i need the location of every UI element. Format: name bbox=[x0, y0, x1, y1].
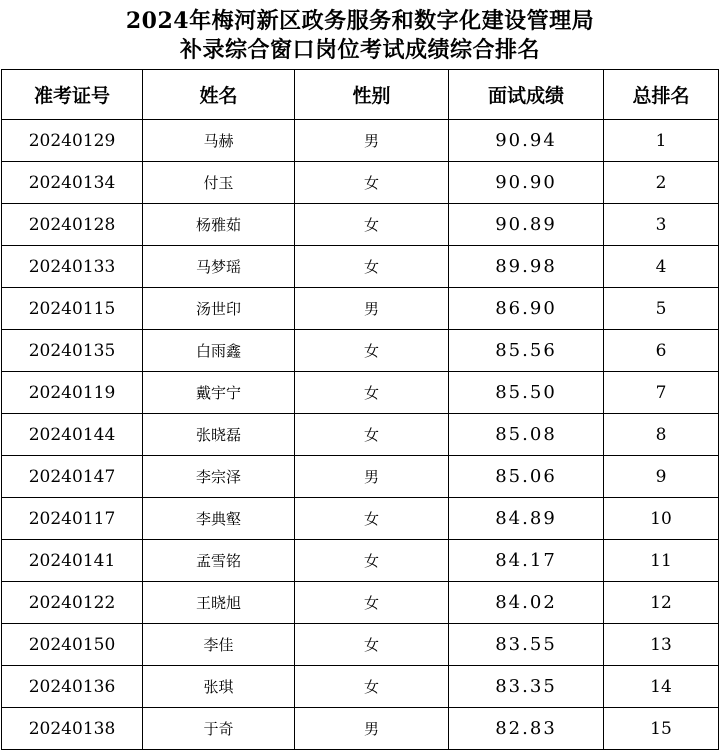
cell-name: 李典壑 bbox=[143, 498, 295, 540]
cell-overall-rank: 6 bbox=[604, 330, 719, 372]
cell-overall-rank: 7 bbox=[604, 372, 719, 414]
cell-gender: 男 bbox=[295, 120, 449, 162]
cell-exam-id: 20240135 bbox=[2, 330, 143, 372]
cell-name: 李宗泽 bbox=[143, 456, 295, 498]
cell-gender: 男 bbox=[295, 708, 449, 750]
cell-overall-rank: 4 bbox=[604, 246, 719, 288]
cell-exam-id: 20240117 bbox=[2, 498, 143, 540]
cell-gender: 女 bbox=[295, 246, 449, 288]
cell-interview-score: 82.83 bbox=[449, 708, 604, 750]
cell-interview-score: 85.50 bbox=[449, 372, 604, 414]
cell-overall-rank: 13 bbox=[604, 624, 719, 666]
cell-name: 马赫 bbox=[143, 120, 295, 162]
cell-gender: 男 bbox=[295, 456, 449, 498]
cell-overall-rank: 11 bbox=[604, 540, 719, 582]
cell-overall-rank: 2 bbox=[604, 162, 719, 204]
cell-interview-score: 89.98 bbox=[449, 246, 604, 288]
cell-exam-id: 20240115 bbox=[2, 288, 143, 330]
cell-name: 于奇 bbox=[143, 708, 295, 750]
cell-gender: 女 bbox=[295, 162, 449, 204]
cell-interview-score: 86.90 bbox=[449, 288, 604, 330]
cell-exam-id: 20240133 bbox=[2, 246, 143, 288]
cell-name: 张琪 bbox=[143, 666, 295, 708]
table-row bbox=[2, 162, 719, 204]
cell-name: 汤世印 bbox=[143, 288, 295, 330]
cell-overall-rank: 1 bbox=[604, 120, 719, 162]
cell-overall-rank: 9 bbox=[604, 456, 719, 498]
cell-gender: 女 bbox=[295, 372, 449, 414]
cell-exam-id: 20240136 bbox=[2, 666, 143, 708]
cell-interview-score: 84.17 bbox=[449, 540, 604, 582]
table-row bbox=[2, 288, 719, 330]
cell-name: 王晓旭 bbox=[143, 582, 295, 624]
cell-overall-rank: 12 bbox=[604, 582, 719, 624]
table-row bbox=[2, 666, 719, 708]
cell-exam-id: 20240144 bbox=[2, 414, 143, 456]
cell-name: 孟雪铭 bbox=[143, 540, 295, 582]
header-overall-rank: 总排名 bbox=[604, 70, 719, 120]
table-row bbox=[2, 414, 719, 456]
header-name: 姓名 bbox=[143, 70, 295, 120]
cell-name: 付玉 bbox=[143, 162, 295, 204]
table-row bbox=[2, 540, 719, 582]
cell-name: 杨雅茹 bbox=[143, 204, 295, 246]
table-header-row bbox=[2, 70, 719, 120]
page-title-line-1: 2024年梅河新区政务服务和数字化建设管理局 bbox=[125, 8, 595, 34]
cell-name: 戴宇宁 bbox=[143, 372, 295, 414]
cell-name: 白雨鑫 bbox=[143, 330, 295, 372]
cell-exam-id: 20240119 bbox=[2, 372, 143, 414]
cell-gender: 女 bbox=[295, 204, 449, 246]
cell-exam-id: 20240129 bbox=[2, 120, 143, 162]
cell-interview-score: 85.06 bbox=[449, 456, 604, 498]
cell-overall-rank: 8 bbox=[604, 414, 719, 456]
cell-gender: 女 bbox=[295, 498, 449, 540]
cell-exam-id: 20240128 bbox=[2, 204, 143, 246]
table-row bbox=[2, 498, 719, 540]
cell-name: 李佳 bbox=[143, 624, 295, 666]
cell-exam-id: 20240138 bbox=[2, 708, 143, 750]
cell-interview-score: 90.90 bbox=[449, 162, 604, 204]
cell-exam-id: 20240141 bbox=[2, 540, 143, 582]
cell-interview-score: 83.35 bbox=[449, 666, 604, 708]
header-interview-score: 面试成绩 bbox=[449, 70, 604, 120]
cell-gender: 女 bbox=[295, 582, 449, 624]
header-gender: 性别 bbox=[295, 70, 449, 120]
table-row bbox=[2, 372, 719, 414]
table-row bbox=[2, 582, 719, 624]
table-row bbox=[2, 330, 719, 372]
table-row bbox=[2, 708, 719, 750]
ranking-table bbox=[1, 69, 719, 750]
cell-exam-id: 20240150 bbox=[2, 624, 143, 666]
cell-name: 马梦瑶 bbox=[143, 246, 295, 288]
cell-gender: 女 bbox=[295, 666, 449, 708]
cell-gender: 女 bbox=[295, 540, 449, 582]
header-exam-id: 准考证号 bbox=[2, 70, 143, 120]
cell-gender: 男 bbox=[295, 288, 449, 330]
cell-overall-rank: 10 bbox=[604, 498, 719, 540]
table-row bbox=[2, 204, 719, 246]
table-row bbox=[2, 456, 719, 498]
cell-interview-score: 84.89 bbox=[449, 498, 604, 540]
table-row bbox=[2, 624, 719, 666]
cell-interview-score: 83.55 bbox=[449, 624, 604, 666]
cell-interview-score: 85.56 bbox=[449, 330, 604, 372]
cell-gender: 女 bbox=[295, 330, 449, 372]
cell-name: 张晓磊 bbox=[143, 414, 295, 456]
cell-exam-id: 20240134 bbox=[2, 162, 143, 204]
cell-overall-rank: 15 bbox=[604, 708, 719, 750]
cell-overall-rank: 14 bbox=[604, 666, 719, 708]
table-row bbox=[2, 246, 719, 288]
cell-gender: 女 bbox=[295, 414, 449, 456]
cell-overall-rank: 5 bbox=[604, 288, 719, 330]
cell-exam-id: 20240122 bbox=[2, 582, 143, 624]
cell-interview-score: 85.08 bbox=[449, 414, 604, 456]
cell-interview-score: 84.02 bbox=[449, 582, 604, 624]
cell-exam-id: 20240147 bbox=[2, 456, 143, 498]
page-title-line-2: 补录综合窗口岗位考试成绩综合排名 bbox=[179, 37, 540, 63]
cell-gender: 女 bbox=[295, 624, 449, 666]
cell-interview-score: 90.94 bbox=[449, 120, 604, 162]
cell-interview-score: 90.89 bbox=[449, 204, 604, 246]
cell-overall-rank: 3 bbox=[604, 204, 719, 246]
table-row bbox=[2, 120, 719, 162]
